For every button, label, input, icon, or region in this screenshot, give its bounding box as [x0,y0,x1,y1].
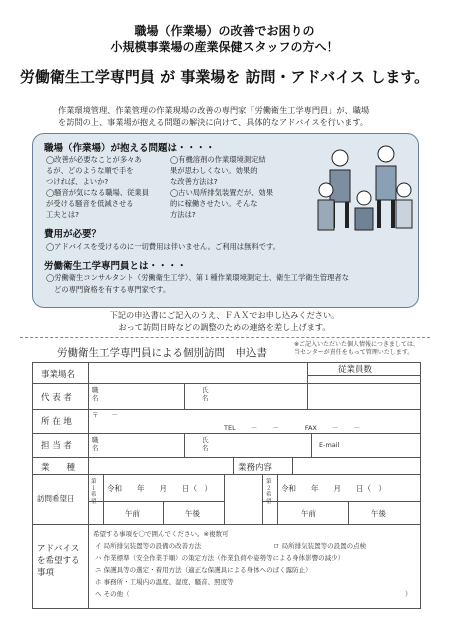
col-divider [348,501,349,524]
rep-name-field[interactable] [213,384,306,408]
contact-position-label: 職名 [92,436,99,452]
page-title: 労働衛生工学専門員 が 事業場を 訪問・アドバイス します。 [19,68,430,86]
col-divider [103,474,104,524]
postal-code-field[interactable]: 〒 － [92,411,118,419]
problem-line: ◯古い局所排気装置だが、効果 [170,188,274,197]
industry-label: 業 種 [41,463,76,473]
form-title: 労働衛生工学専門員による個別訪問 申込書 [57,347,267,359]
office-name-field[interactable] [89,364,306,383]
work-content-field[interactable] [293,458,419,473]
industry-field[interactable] [89,458,232,473]
privacy-note [294,341,434,357]
problems-left-list [46,154,149,220]
contact-name-label: 氏名 [202,436,209,452]
advice-option-ro[interactable]: ロ 局所排気装置等の設置の点検 [273,542,367,550]
col-divider [277,474,278,524]
col-divider [262,474,263,524]
email-label: E-mail [319,441,340,449]
rep-position-label: 職名 [92,386,99,402]
visit-date-label: 訪問希望日 [37,494,75,503]
problem-line: 工夫とは? [46,210,80,219]
intro-text [58,104,418,128]
advice-instructions: 希望する事項を〇で囲んでください。※複数可 [93,530,229,538]
problem-line: 果が思わしくない。効果的 [170,166,258,175]
advice-option-i[interactable]: イ 局所排気装置等の設備の改善方法 [95,542,202,550]
representative-label: 代 表 者 [41,393,72,403]
contact-person-label: 担 当 者 [41,441,72,451]
col-divider [224,474,225,524]
second-preference-label: 第２希望 [266,479,272,505]
cut-line [20,337,430,338]
specialist-line-2: どの専門資格を有する専門家です。 [54,285,171,294]
row-divider [88,501,224,502]
address-label: 所 在 地 [41,417,72,427]
col-divider [88,363,89,608]
email-field[interactable] [345,434,419,456]
row-divider [262,501,420,502]
problem-line: ◯有機溶剤の作業環境測定結 [170,155,266,164]
first-pm-option[interactable]: 午後 [185,509,200,518]
advice-request-label: アドバイスを希望する事項 [37,544,80,578]
application-form [32,362,421,609]
office-name-label: 事業場名 [41,370,76,380]
privacy-note-line: ※ご記入いただいた個人情報につきましては、 [294,341,419,348]
contact-instruction: おって訪問日時などの調整のための連絡を差し上げます。 [118,322,331,332]
rep-name-label: 氏名 [202,386,209,402]
intro-line-1: 作業環境管理、作業管理の作業現場の改善の専門家「労働衛生工学専門員」が、職場 [58,105,370,115]
second-am-option[interactable]: 午前 [301,509,316,518]
specialist-line-1: ◯労働衛生コンサルタント（労働衛生工学）、第１種作業環境測定士、衛生工学衛生管理者な [46,273,350,282]
problem-line: が受ける騒音を低減させる [46,199,134,208]
tel-fax-field[interactable]: TEL － － FAX － － [224,424,361,432]
problem-line: 的に稼働させたい。そんな [170,199,258,208]
consultation-illustration-icon [314,140,414,250]
col-divider [184,433,185,457]
apply-instruction: 下記の申込書にご記入のうえ、ＦＡＸでお申し込みください。 [109,310,340,320]
advice-other-close: ） [405,590,412,598]
cost-heading: 費用が必要？ [44,229,102,240]
problems-right-list [170,154,273,220]
first-preference-label: 第１希望 [91,479,97,505]
problem-line: な改善方法は? [170,177,218,186]
cost-text: ◯アドバイスを受けるのに一切費用は伴いません。ご利用は無料です。 [46,242,281,251]
problem-line: つければ、よいか? [46,177,109,186]
problem-line: ◯騒音が気になる職場、従業員 [46,188,150,197]
specialist-heading: 労働衛生工学専門員とは・・・・ [44,261,187,272]
work-content-label: 業務内容 [238,463,273,473]
problems-heading: 職場（作業場）が抱える問題は・・・・ [44,143,216,154]
advice-option-ho[interactable]: ホ 事務所・工場内の温度、湿度、騒音、照度等 [95,578,234,586]
intro-line-2: を訪問の上、事業場が抱える問題の解決に向けて、具体的なアドバイスを行います。 [58,117,369,127]
first-preference-date[interactable]: 令和 年 月 日（ ） [107,484,212,493]
row-divider [33,474,420,475]
col-divider [311,433,312,457]
advice-option-ni[interactable]: ニ 保護具等の選定・着用方法（適正な保護具による身体へのばく露防止） [95,566,312,574]
problem-line: るが、どのような順で手を [46,166,134,175]
col-divider [184,383,185,409]
header-line-2: 小規模事業場の産業保健スタッフの方へ！ [110,40,339,54]
employees-field[interactable] [308,376,419,408]
col-divider [233,457,234,474]
row-divider [33,524,420,525]
header-line-1: 職場（作業場）の改善でお困りの [134,24,315,38]
second-pm-option[interactable]: 午後 [371,509,386,518]
advice-option-ha[interactable]: ハ 作業標準（安全作業手順）の策定方法（作業負荷や姿勢等による身体影響の減少） [95,554,345,562]
problem-line: ◯改善が必要なことが多々あ [46,155,142,164]
row-divider [33,409,420,410]
first-am-option[interactable]: 午前 [125,509,140,518]
second-preference-date[interactable]: 令和 年 月 日（ ） [281,484,386,493]
privacy-note-line: 当センターが責任をもって管理いたします。 [294,349,414,356]
advice-option-he[interactable]: へ その他（ [95,590,130,598]
col-divider [163,501,164,524]
employees-label: 従業員数 [338,365,373,375]
problem-line: 方法は? [170,210,196,219]
